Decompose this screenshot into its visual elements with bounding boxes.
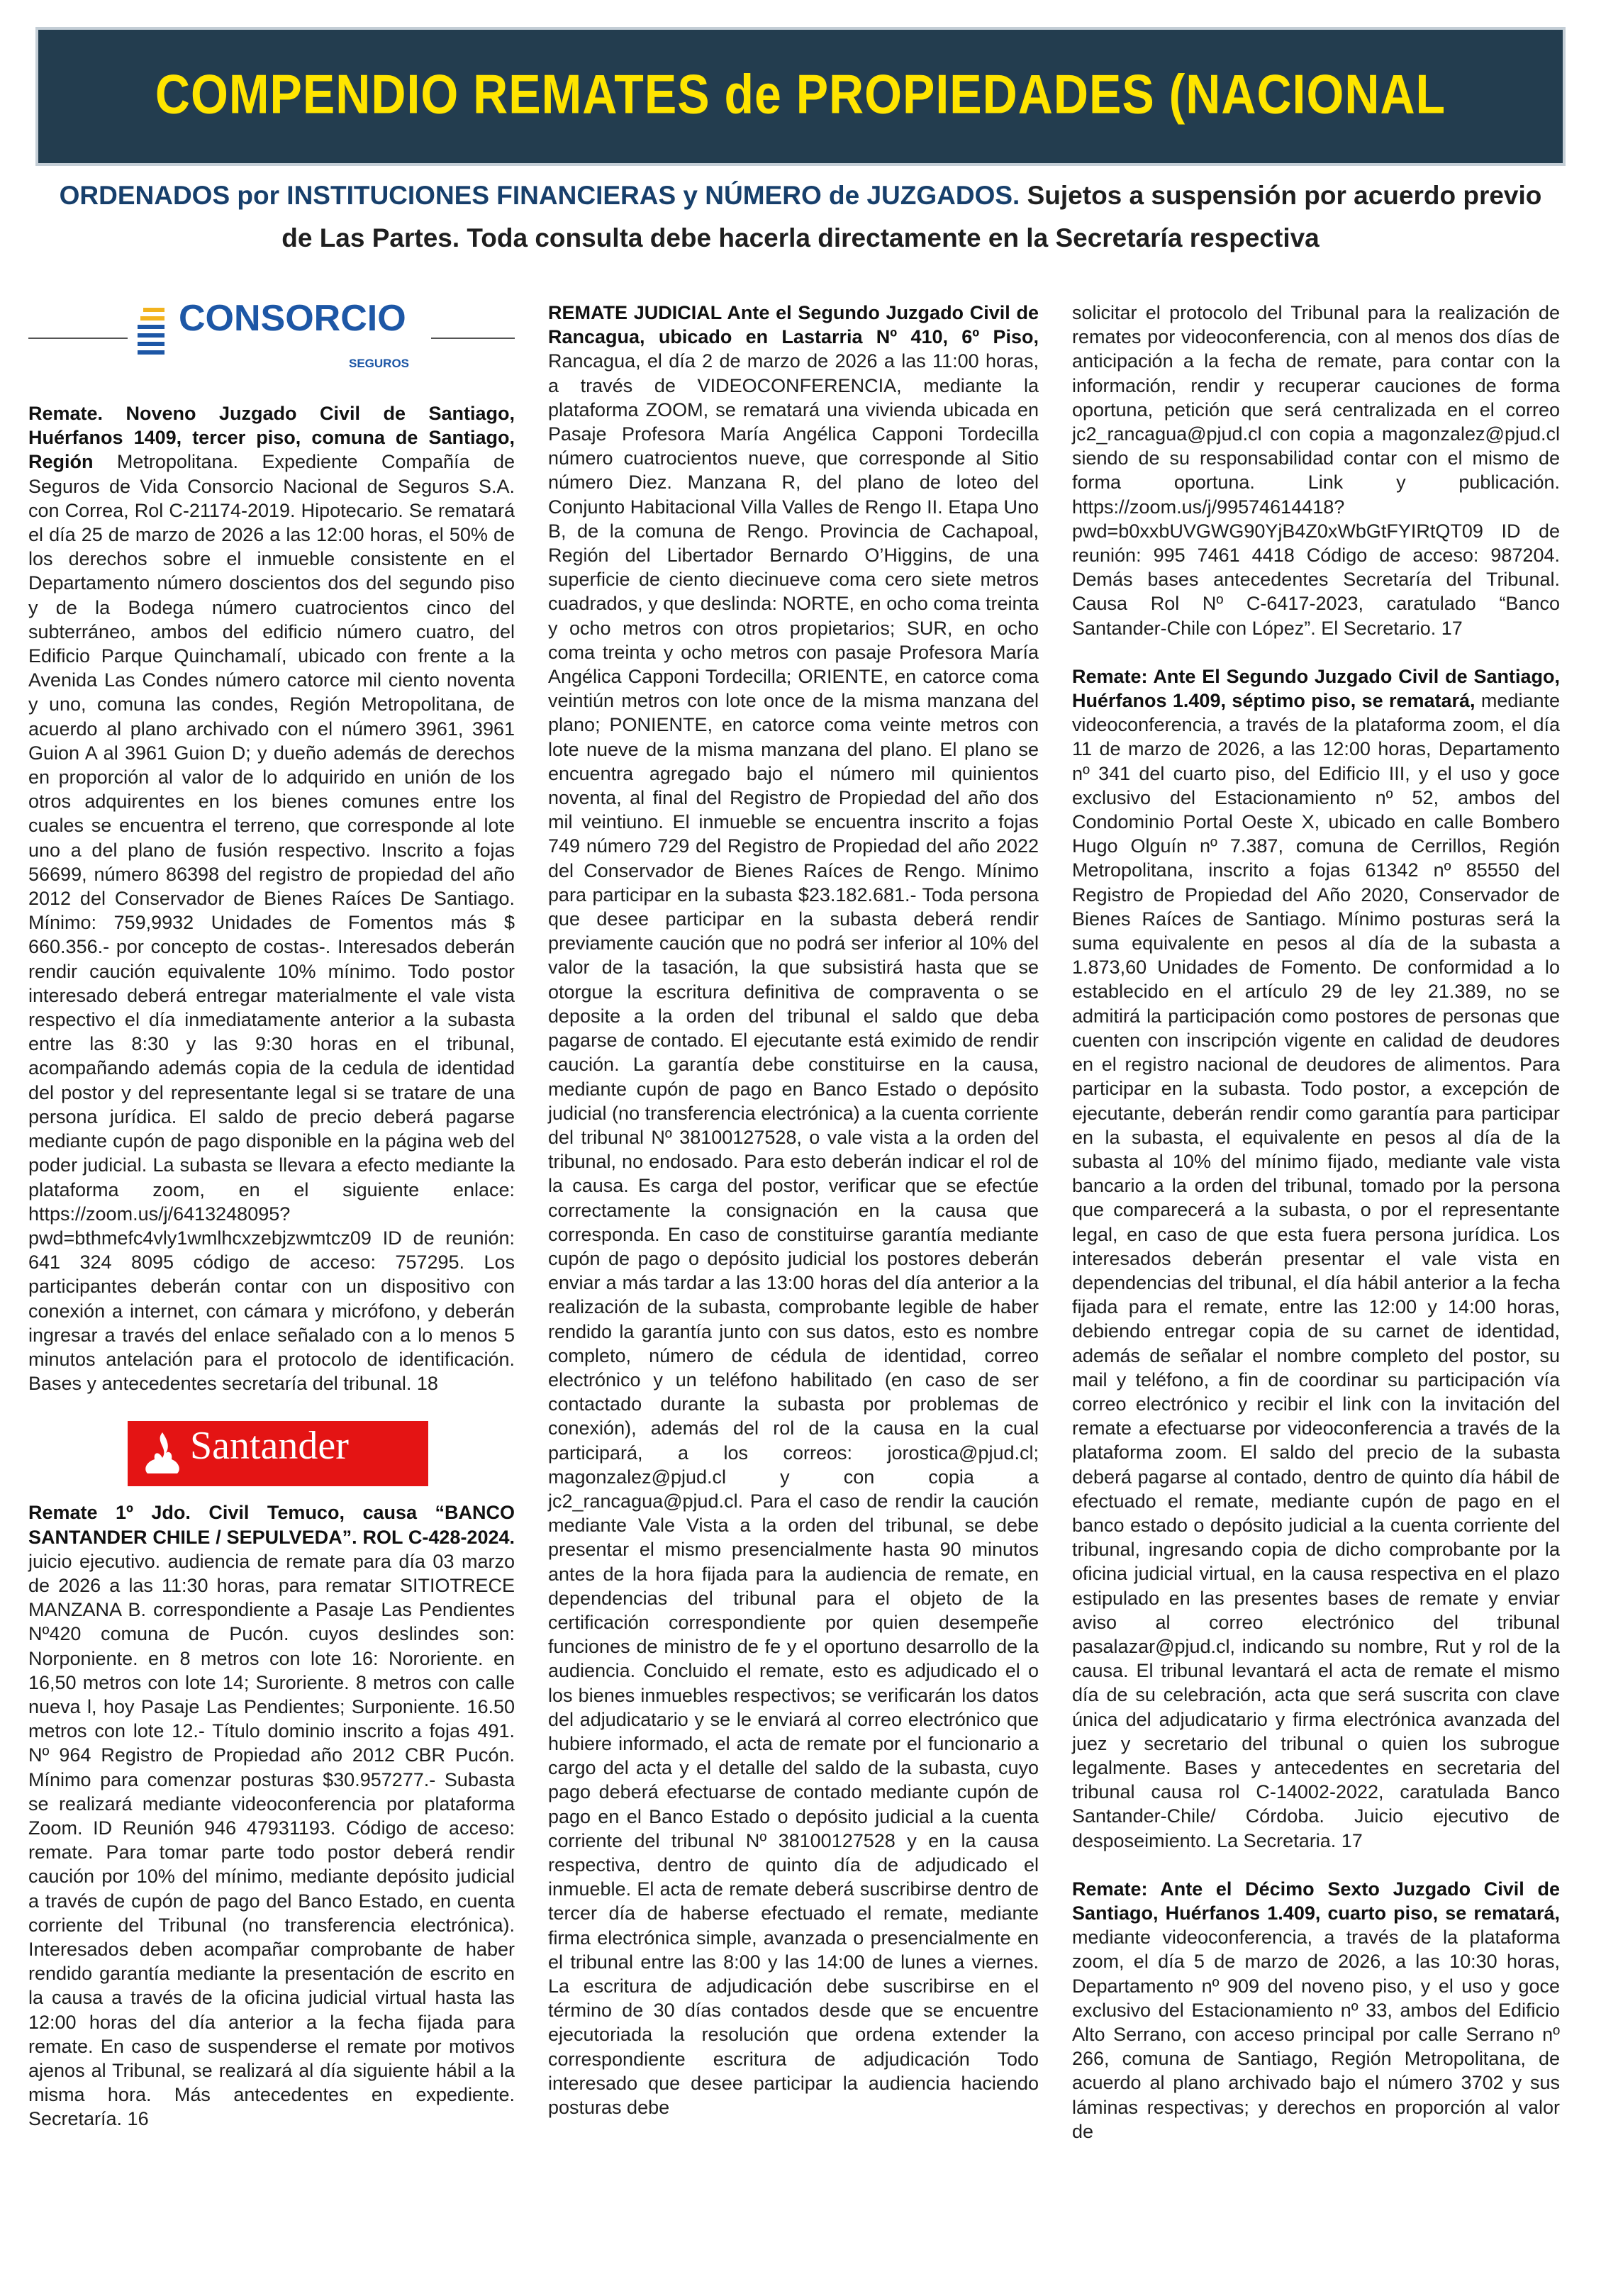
consorcio-logo-text: CONSORCIO [179, 298, 406, 339]
consorcio-logo-sub: SEGUROS [349, 357, 410, 370]
column-2 [548, 301, 1039, 2119]
notice-heading: REMATE JUDICIAL Ante el Segundo Juzgado Civil de Rancagua, ubicado en Lastarria Nº 410, 6º Piso, [548, 302, 1039, 348]
column-3 [1072, 301, 1560, 2144]
notice-paragraph [1072, 664, 1560, 1853]
subtitle-bold: ORDENADOS por INSTITUCIONES FINANCIERAS y NÚMERO de JUZGADOS. [59, 181, 1020, 210]
subtitle-rest: Sujetos a suspensión por acuerdo previo de Las Partes. Toda consulta debe hacerla directamente en la Secretaría respectiva [281, 181, 1542, 252]
notice-body: mediante videoconferencia, a través de la plataforma zoom, el día 11 de marzo de 2026, a las 12:00 horas, Departamento nº 341 del cuarto piso, del Edificio III, y el uso y goce exclusivo del Estacionamiento nº 52, ambos del Condominio Portal Oeste X, ubicado en calle Bombero Hugo Olguín nº 7.387, comuna de Cerrillos, Región Metropolitana, inscrito a fojas 61342 nº 85550 del Registro de Propiedad del Año 2020, Conservador de Bienes Raíces de Santiago. Mínimo posturas será la suma equivalente en pesos al día de la subasta a 1.873,60 Unidades de Fomento. De conformidad a lo establecido en el artículo 29 de ley 21.389, no se admitirá la participación como postores de personas que cuenten con inscripción vigente en calidad de deudores en el registro nacional de deudores de alimentos. Para participar en la subasta. Todo postor, a excepción de ejecutante, deberán rendir como garantía para participar en la subasta, el equivalente en pesos al día de la subasta al 10% del mínimo fijado, mediante vale vista bancario a la orden del tribunal, tomado por la persona que comparecerá a la subasta, o por el representante legal, en caso de que esta fuera persona jurídica. Los interesados deberán presentar el vale vista en dependencias del tribunal, el día hábil anterior a la fecha fijada para el remate, entre las 12:00 y 14:00 horas, debiendo entregar copia de su carnet de identidad, además de señalar el nombre completo del postor, su mail y teléfono, a fin de coordinar su participación vía correo electrónico y recibir el link con la invitación del remate a efectuarse por videoconferencia a través de la plataforma zoom. El saldo del precio de la subasta deberá pagarse al contado, dentro de quinto día hábil de efectuado el remate, mediante cupón de pago en el banco estado o depósito judicial a la cuenta corriente del tribunal, ingresando copia de dicho comprobante por la oficina judicial virtual, en la causa respectiva en el plazo estipulado en las presentes bases de remate y enviar aviso al correo electrónico del tribunal pasalazar@pjud.cl, indicando su nombre, Rut y rol de la causa. El tribunal levantará el acta de remate el mismo día de su celebración, acta que será suscrita con clave única del adjudicatario y firma electrónica avanzada del juez y secretario del tribunal o quien los subrogue legalmente. Bases y antecedentes en secretaria del tribunal causa rol C-14002-2022, caratulada Banco Santander-Chile/ Córdoba. Juicio ejecutivo de desposeimiento. La Secretaria. 17 [1072, 690, 1561, 1851]
page-title: COMPENDIO REMATES de PROPIEDADES (NACIONAL [155, 63, 1446, 126]
notice-heading: Remate: Ante el Décimo Sexto Juzgado Civil de Santiago, Huérfanos 1.409, cuarto piso, se rematará, [1072, 1878, 1560, 1924]
page-subtitle [57, 174, 1544, 260]
santander-logo-text: Santander [190, 1424, 349, 1469]
notice-heading: Remate 1º Jdo. Civil Temuco, causa “BANCO SANTANDER CHILE / SEPULVEDA”. ROL C-428-2024. [28, 1502, 515, 1548]
notice-body: juicio ejecutivo. audiencia de remate para día 03 marzo de 2026 a las 11:30 horas, para rematar SITIOTRECE MANZANA B. correspondiente a Pasaje Las Pendientes Nº420 comuna de Pucón. cuyos deslindes son: Norponiente. en 8 metros con lote 16: Nororiente. en 16,50 metros con lote 14; Suroriente. 8 metros con calle nueva l, hoy Pasaje Las Pendientes; Surponiente. 16.50 metros con lote 12.- Título dominio inscrito a fojas 491. Nº 964 Registro de Propiedad año 2012 CBR Pucón. Mínimo para comenzar posturas $30.957277.- Subasta se realizará mediante videoconferencia por plataforma Zoom. ID Reunión 946 47931193. Código de acceso: remate. Para tomar parte todo postor deberá rendir caución por 10% del mínimo, mediante depósito judicial a través de cupón de pago del Banco Estado, en cuenta corriente del Tribunal (no transferencia electrónica). Interesados deben acompañar comprobante de haber rendido garantía mediante la presentación de escrito en la causa a través de la oficina judicial virtual hasta las 12:00 horas del día anterior a la fecha fijada para remate. En caso de suspenderse el remate por motivos ajenos al Tribunal, se realizará al día siguiente hábil a la misma hora. Más antecedentes en expediente. Secretaría. 16 [28, 1550, 515, 2130]
notice-heading: Remate: Ante El Segundo Juzgado Civil de Santiago, Huérfanos 1.409, séptimo piso, se rematará, [1072, 665, 1560, 712]
notice-paragraph [1072, 1877, 1560, 2144]
column-1 [28, 298, 515, 2131]
consorcio-logo-icon [136, 303, 173, 364]
notice-paragraph [28, 1500, 515, 2131]
notice-paragraph [28, 401, 515, 1395]
notice-body: solicitar el protocolo del Tribunal para la realización de remates por videoconferencia, con al menos dos días de anticipación a la fecha de remate, para contar con la información, rendir y recuperar cauciones de forma oportuna, petición que será centralizada en el correo jc2_rancagua@pjud.cl con copia a magonzalez@pjud.cl siendo de su responsabilidad contar con el mismo de forma oportuna. Link y publicación. https://zoom.us/j/99574614418?pwd=b0xxbUVGWG90YjB4Z0xWbGtFYIRtQT09 ID de reunión: 995 7461 4418 Código de acceso: 987204. Demás bases antecedentes Secretaría del Tribunal. Causa Rol Nº C-6417-2023, caratulado “Banco Santander-Chile con López”. El Secretario. 17 [1072, 302, 1560, 639]
consorcio-logo-row [28, 298, 515, 380]
notice-body: Metropolitana. Expediente Compañía de Seguros de Vida Consorcio Nacional de Seguros S.A. con Correa, Rol C-21174-2019. Hipotecario. Se rematará el día 25 de marzo de 2026 a las 12:00 horas, el 50% de los derechos sobre el inmueble consistente en el Departamento número doscientos dos del segundo piso y de la Bodega número cuatrocientos cinco del subterráneo, ambos del edificio número cuatro, del Edificio Parque Quinchamalí, ubicado con frente a la Avenida Las Condes número catorce mil ciento noventa y uno, comuna las condes, Región Metropolitana, de acuerdo al plano archivado con el número 3961, 3961 Guion A al 3961 Guion D; y dueño además de derechos en proporción al valor de lo adquirido en unión de los otros adquirentes en los bienes comunes entre los cuales se encuentra el terreno, que corresponde al lote uno a del plano de fusión respectivo. Inscrito a fojas 56699, número 86398 del registro de propiedad del año 2012 del Conservador de Bienes Raíces De Santiago. Mínimo: 759,9932 Unidades de Fomentos más $ 660.356.- por concepto de costas-. Interesados deberán rendir caución equivalente 10% mínimo. Todo postor interesado deberá entregar materialmente el vale vista respectivo el día inmediatamente anterior a la subasta entre las 8:30 y las 9:30 horas en el tribunal, acompañando además copia de la cedula de identidad del postor y del representante legal si se tratare de una persona jurídica. El saldo de precio deberá pagarse mediante cupón de pago disponible en la página web del poder judicial. La subasta se llevara a efecto mediante la plataforma zoom, en el siguiente enlace: https://zoom.us/j/6413248095?pwd=bthmefc4vly1wmlhcxzebjzwmtcz09 ID de reunión: 641 324 8095 código de acceso: 757295. Los participantes deberán contar con un dispositivo con conexión a internet, con cámara y micrófono, y deberán ingresar a través del enlace señalado con a lo menos 5 minutos antelación para el protocolo de identificación. Bases y antecedentes secretaría del tribunal. 18 [28, 451, 515, 1395]
notice-body: Rancagua, el día 2 de marzo de 2026 a las 11:00 horas, a través de VIDEOCONFERENCIA, mediante la plataforma ZOOM, se rematará una vivienda ubicada en Pasaje Profesora María Angélica Capponi Tordecilla número cuatrocientos nueve, que corresponde al Sitio número Diez. Manzana R, del plano de loteo del Conjunto Habitacional Villa Valles de Rengo II. Etapa Uno B, de la comuna de Rengo. Provincia de Cachapoal, Región del Libertador Bernardo O’Higgins, de una superficie de ciento diecinueve coma cero siete metros cuadrados, y que deslinda: NORTE, en ocho coma treinta y ocho metros con otros propietarios; SUR, en ocho coma treinta y ocho metros con pasaje Profesora María Angélica Capponi Tordecilla; ORIENTE, en catorce coma veintiún metros con lote once de la misma manzana del plano; PONIENTE, en catorce coma veinte metros con lote nueve de la misma manzana del plano. El plano se encuentra agregado bajo el número mil quinientos noventa, al final del Registro de Propiedad del año dos mil veintiuno. El inmueble se encuentra inscrito a fojas 749 número 729 del Registro de Propiedad del año 2022 del Conservador de Bienes Raíces de Rengo. Mínimo para participar en la subasta $23.182.681.- Toda persona que desee participar en la subasta deberá rendir previamente caución que no podrá ser inferior al 10% del valor de la tasación, la que subsistirá hasta que se otorgue la escritura definitiva de compraventa o se deposite a la orden del tribunal el saldo que deba pagarse de contado. El ejecutante está eximido de rendir caución. La garantía debe constituirse en la causa, mediante cupón de pago en Banco Estado o depósito judicial (no transferencia electrónica) a la cuenta corriente del tribunal Nº 38100127528, o vale vista a la orden del tribunal, no endosado. Para esto deberán indicar el rol de la causa. Es carga del postor, verificar que se efectúe correctamente la consignación en la causa que corresponda. En caso de constituirse garantía mediante cupón de pago o depósito judicial los postores deberán enviar a más tardar a las 13:00 horas del día anterior a la realización de la subasta, comprobante legible de haber rendido la garantía junto con sus datos, esto es nombre completo, número de cédula de identidad, correo electrónico y un teléfono habilitado (en caso de ser contactado durante la subasta por problemas de conexión), además del rol de la causa en la cual participará, a los correos: jorostica@pjud.cl; magonzalez@pjud.cl y con copia a jc2_rancagua@pjud.cl. Para el caso de rendir la caución mediante Vale Vista a la orden del tribunal, se debe presentar el mismo presencialmente hasta 90 minutos antes de la hora fijada para la audiencia de remate, en dependencias del tribunal para el objeto de la certificación correspondiente por quien desempeñe funciones de ministro de fe y el oportuno desarrollo de la audiencia. Concluido el remate, esto es adjudicado el o los bienes inmuebles respectivos; se verificarán los datos del adjudicatario y se le enviará al correo electrónico que hubiere informado, el acta de remate por el funcionario a cargo del acta y el detalle del saldo de la subasta, cuyo pago deberá efectuarse de contado mediante cupón de pago en el Banco Estado o depósito judicial a la cuenta corriente del tribunal Nº 38100127528 y en la causa respectiva, dentro de quinto día de adjudicado el inmueble. El acta de remate deberá suscribirse dentro de tercer día de haberse efectuado el remate, mediante firma electrónica simple, avanzada o presencialmente en el tribunal entre las 8:00 y las 14:00 de lunes a viernes. La escritura de adjudicación debe suscribirse en el término de 30 días contados desde que se encuentre ejecutoriada la resolución que ordena extender la correspondiente escritura de adjudicación Todo interesado que desee participar la audiencia haciendo posturas debe [548, 350, 1039, 2119]
santander-logo [128, 1421, 428, 1486]
header-banner [35, 27, 1566, 166]
santander-flame-icon [140, 1430, 184, 1478]
notice-body: mediante videoconferencia, a través de la plataforma zoom, el día 5 de marzo de 2026, a las 10:30 horas, Departamento nº 909 del noveno piso, y el uso y goce exclusivo del Estacionamiento nº 33, ambos del Edificio Alto Serrano, con acceso principal por calle Serrano nº 266, comuna de Santiago, Región Metropolitana, de acuerdo al plano archivado bajo el número 3702 y sus láminas respectivas; y derechos en proporción al valor de [1072, 1927, 1560, 2142]
santander-logo-row [28, 1412, 515, 1500]
notice-heading: Remate. Noveno Juzgado Civil de Santiago, Huérfanos 1409, tercer piso, comuna de Santiago, Región [28, 403, 515, 473]
notice-paragraph [548, 301, 1039, 2119]
